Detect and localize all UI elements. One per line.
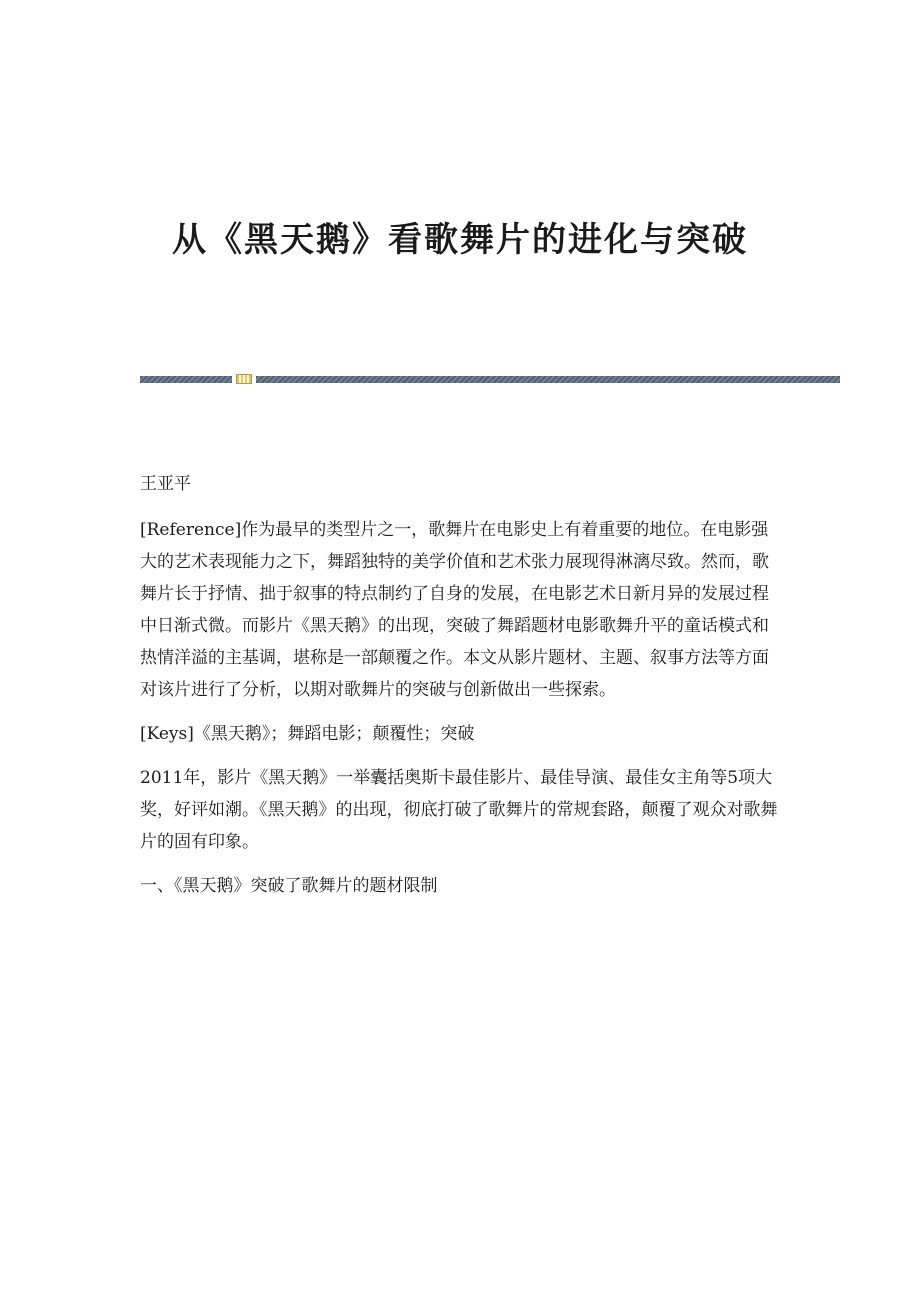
divider-ornament-icon — [236, 374, 252, 384]
document-body — [140, 468, 780, 914]
title-divider — [140, 374, 840, 384]
keywords-line: [Keys]《黑天鹅》；舞蹈电影；颠覆性；突破 — [140, 724, 475, 744]
divider-bar-left — [140, 376, 232, 383]
section-heading: 一、《黑天鹅》突破了歌舞片的题材限制 — [140, 876, 438, 896]
abstract-paragraph: [Reference]作为最早的类型片之一，歌舞片在电影史上有着重要的地位。在电影强大的艺术表现能力之下，舞蹈独特的美学价值和艺术张力展现得淋漓尽致。然而，歌舞片长于抒情、拙于叙事的特点制约了自身的发展，在电影艺术日新月异的发展过程中日渐式微。而影片《黑天鹅》的出现，突破了舞蹈题材电影歌舞升平的童话模式和热情洋溢的主基调，堪称是一部颠覆之作。本文从影片题材、主题、叙事方法等方面对该片进行了分析，以期对歌舞片的突破与创新做出一些探索。 — [140, 520, 769, 700]
intro-paragraph: 2011年，影片《黑天鹅》一举囊括奥斯卡最佳影片、最佳导演、最佳女主角等5项大奖，好评如潮。《黑天鹅》的出现，彻底打破了歌舞片的常规套路，颠覆了观众对歌舞片的固有印象。 — [140, 768, 778, 852]
divider-bar-right — [256, 376, 840, 383]
author-name: 王亚平 — [140, 474, 191, 494]
document-title: 从《黑天鹅》看歌舞片的进化与突破 — [172, 220, 748, 260]
